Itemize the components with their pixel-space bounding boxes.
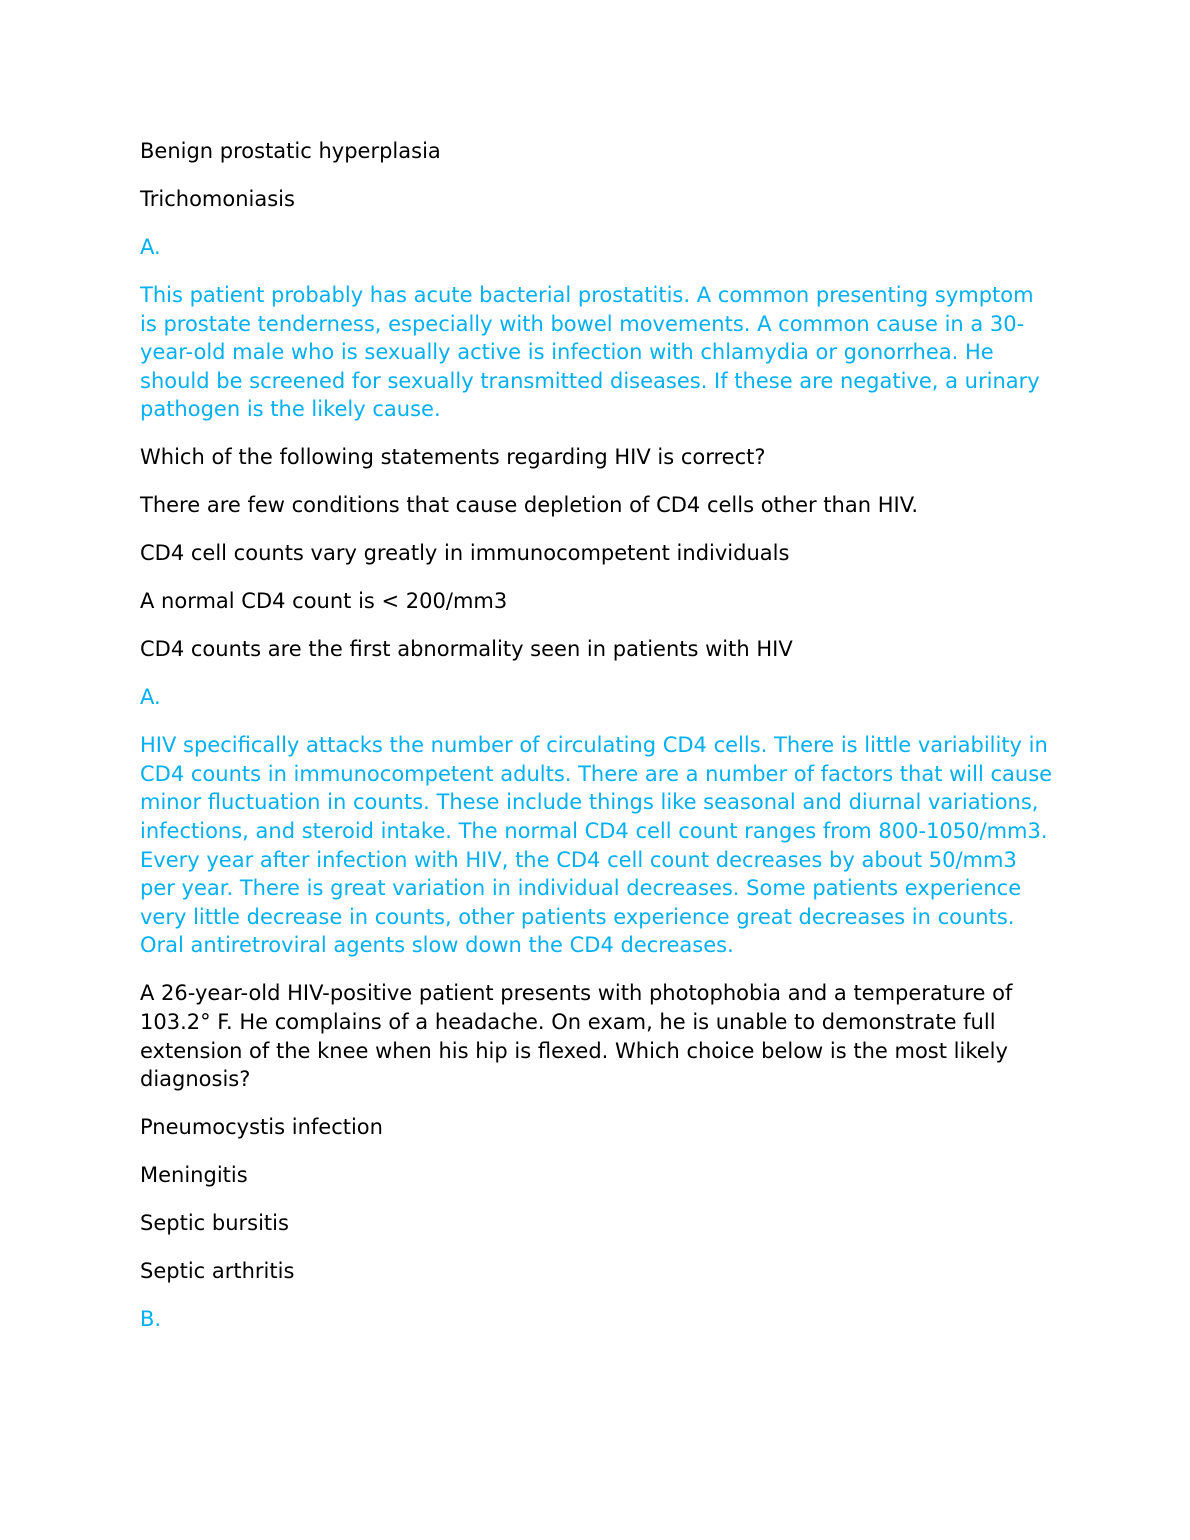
q2-answer: A. xyxy=(140,685,161,710)
q3-option-b: Meningitis xyxy=(140,1163,248,1188)
q2-question: Which of the following statements regarding HIV is correct? xyxy=(140,445,766,470)
q3-option-a: Pneumocystis infection xyxy=(140,1115,383,1140)
q2-option-a: There are few conditions that cause depletion of CD4 cells other than HIV. xyxy=(140,493,919,518)
q2-explanation: HIV specifically attacks the number of circulating CD4 cells. There is little variability in CD4 counts in immunocompetent adults. There are a number of factors that will cause minor fluctuation in counts. These include things like seasonal and diurnal variations, infections, and steroid intake. The normal CD4 cell count ranges from 800-1050/mm3. Every year after infection with HIV, the CD4 cell count decreases by about 50/mm3 per year. There is great variation in individual decreases. Some patients experience very little decrease in counts, other patients experience great decreases in counts. Oral antiretroviral agents slow down the CD4 decreases. xyxy=(140,733,1053,958)
q1-option-c: Benign prostatic hyperplasia xyxy=(140,139,441,163)
q3-option-c: Septic bursitis xyxy=(140,1211,289,1236)
q2-option-c: A normal CD4 count is < 200/mm3 xyxy=(140,589,508,614)
document-body xyxy=(140,137,1055,1353)
q3-question: A 26-year-old HIV-positive patient presents with photophobia and a temperature of 103.2° F. He complains of a headache. On exam, he is unable to demonstrate full extension of the knee when his hip is flexed. Which choice below is the most likely diagnosis? xyxy=(140,981,1013,1092)
q1-answer: A. xyxy=(140,234,161,259)
q3-option-d: Septic arthritis xyxy=(140,1259,295,1284)
q1-explanation: This patient probably has acute bacterial prostatitis. A common presenting symptom is prostate tenderness, especially with bowel movements. A common cause in a 30-year-old male who is sexually active is infection with chlamydia or gonorrhea. He should be screened for sexually transmitted diseases. If these are negative, a urinary pathogen is the likely cause. xyxy=(140,282,1040,422)
q3-answer: B. xyxy=(140,1307,162,1332)
q2-option-d: CD4 counts are the first abnormality seen in patients with HIV xyxy=(140,637,793,662)
q2-option-b: CD4 cell counts vary greatly in immunocompetent individuals xyxy=(140,541,790,566)
q1-option-d: Trichomoniasis xyxy=(140,186,295,211)
